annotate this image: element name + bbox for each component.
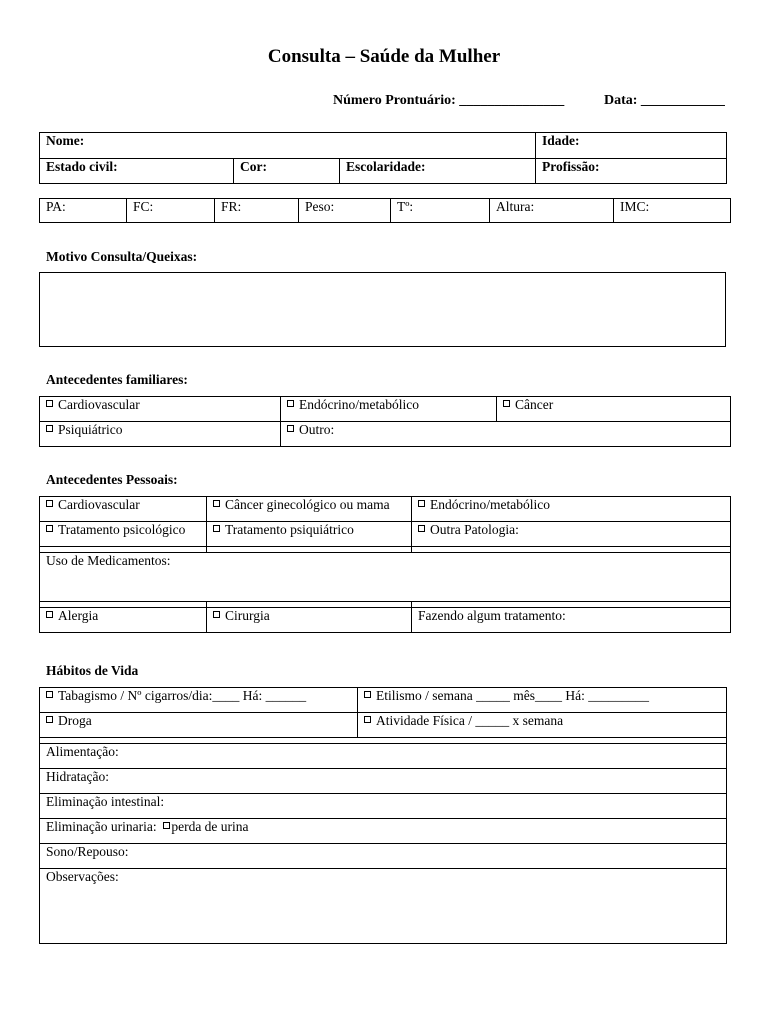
height-field[interactable]: Altura: xyxy=(490,199,614,223)
checkbox-icon[interactable] xyxy=(418,525,425,532)
checkbox-icon[interactable] xyxy=(287,400,294,407)
habitos-table xyxy=(39,687,727,944)
checkbox-icon[interactable] xyxy=(46,611,53,618)
checkbox-icon[interactable] xyxy=(46,500,53,507)
familiares-table xyxy=(39,396,731,447)
alimentacao-field[interactable]: Alimentação: xyxy=(40,744,727,769)
checkbox-icon[interactable] xyxy=(418,500,425,507)
atividade-fisica-option[interactable]: Atividade Física / _____ x semana xyxy=(358,713,727,738)
checkbox-icon[interactable] xyxy=(364,691,371,698)
etilismo-option[interactable]: Etilismo / semana _____ mês____ Há: _________ xyxy=(358,688,727,713)
checkbox-icon[interactable] xyxy=(46,716,53,723)
checkbox-icon[interactable] xyxy=(46,425,53,432)
section-title-familiares: Antecedentes familiares: xyxy=(46,372,188,387)
fc-field[interactable]: FC: xyxy=(127,199,215,223)
checkbox-icon[interactable] xyxy=(213,500,220,507)
eliminacao-urinaria-field[interactable]: Eliminação urinaria: perda de urina xyxy=(40,819,727,844)
temperature-field[interactable]: Tº: xyxy=(391,199,490,223)
checkbox-icon[interactable] xyxy=(46,691,53,698)
medicamentos-field[interactable]: Uso de Medicamentos: xyxy=(40,553,731,602)
fam-cardiovascular-option[interactable]: Cardiovascular xyxy=(40,397,281,422)
age-field[interactable]: Idade: xyxy=(536,133,727,159)
pessoais-table xyxy=(39,496,731,633)
pes-cancer-option[interactable]: Câncer ginecológico ou mama xyxy=(207,497,412,522)
checkbox-icon[interactable] xyxy=(287,425,294,432)
checkbox-icon[interactable] xyxy=(364,716,371,723)
tabagismo-option[interactable]: Tabagismo / Nº cigarros/dia:____ Há: ______ xyxy=(40,688,358,713)
pes-tratamento-field[interactable]: Fazendo algum tratamento: xyxy=(412,608,731,633)
pes-cardiovascular-option[interactable]: Cardiovascular xyxy=(40,497,207,522)
fam-cancer-option[interactable]: Câncer xyxy=(497,397,731,422)
checkbox-icon[interactable] xyxy=(213,611,220,618)
fam-outro-option[interactable]: Outro: xyxy=(281,422,731,447)
pes-trat-psicologico-option[interactable]: Tratamento psicológico xyxy=(40,522,207,547)
section-title-pessoais: Antecedentes Pessoais: xyxy=(46,472,178,487)
prontuario-field[interactable]: Número Prontuário: _______________ xyxy=(333,93,565,108)
section-title-motivo: Motivo Consulta/Queixas: xyxy=(46,249,198,264)
vitals-table xyxy=(39,198,731,223)
pes-trat-psiquiatrico-option[interactable]: Tratamento psiquiátrico xyxy=(207,522,412,547)
checkbox-icon[interactable] xyxy=(503,400,510,407)
sono-field[interactable]: Sono/Repouso: xyxy=(40,844,727,869)
page-title: Consulta – Saúde da Mulher xyxy=(267,46,501,67)
pes-endocrino-option[interactable]: Endócrino/metabólico xyxy=(412,497,731,522)
checkbox-icon[interactable] xyxy=(213,525,220,532)
perda-urina-label: perda de urina xyxy=(171,819,249,834)
checkbox-icon[interactable] xyxy=(46,525,53,532)
fam-endocrino-option[interactable]: Endócrino/metabólico xyxy=(281,397,497,422)
motivo-textbox[interactable] xyxy=(39,272,726,347)
education-field[interactable]: Escolaridade: xyxy=(340,159,536,184)
imc-field[interactable]: IMC: xyxy=(614,199,731,223)
checkbox-icon[interactable] xyxy=(46,400,53,407)
name-field[interactable]: Nome: xyxy=(40,133,536,159)
droga-option[interactable]: Droga xyxy=(40,713,358,738)
fam-psiquiatrico-option[interactable]: Psiquiátrico xyxy=(40,422,281,447)
color-field[interactable]: Cor: xyxy=(234,159,340,184)
pes-outra-patologia-option[interactable]: Outra Patologia: xyxy=(412,522,731,547)
pes-cirurgia-option[interactable]: Cirurgia xyxy=(207,608,412,633)
date-field[interactable]: Data: ____________ xyxy=(604,93,725,108)
hidratacao-field[interactable]: Hidratação: xyxy=(40,769,727,794)
eliminacao-intestinal-field[interactable]: Eliminação intestinal: xyxy=(40,794,727,819)
section-title-habitos: Hábitos de Vida xyxy=(46,663,139,678)
fr-field[interactable]: FR: xyxy=(215,199,299,223)
marital-status-field[interactable]: Estado civil: xyxy=(40,159,234,184)
identification-table xyxy=(39,132,727,184)
pa-field[interactable]: PA: xyxy=(40,199,127,223)
weight-field[interactable]: Peso: xyxy=(299,199,391,223)
pes-alergia-option[interactable]: Alergia xyxy=(40,608,207,633)
checkbox-icon[interactable] xyxy=(163,822,170,829)
observacoes-field[interactable]: Observações: xyxy=(40,869,727,944)
profession-field[interactable]: Profissão: xyxy=(536,159,727,184)
